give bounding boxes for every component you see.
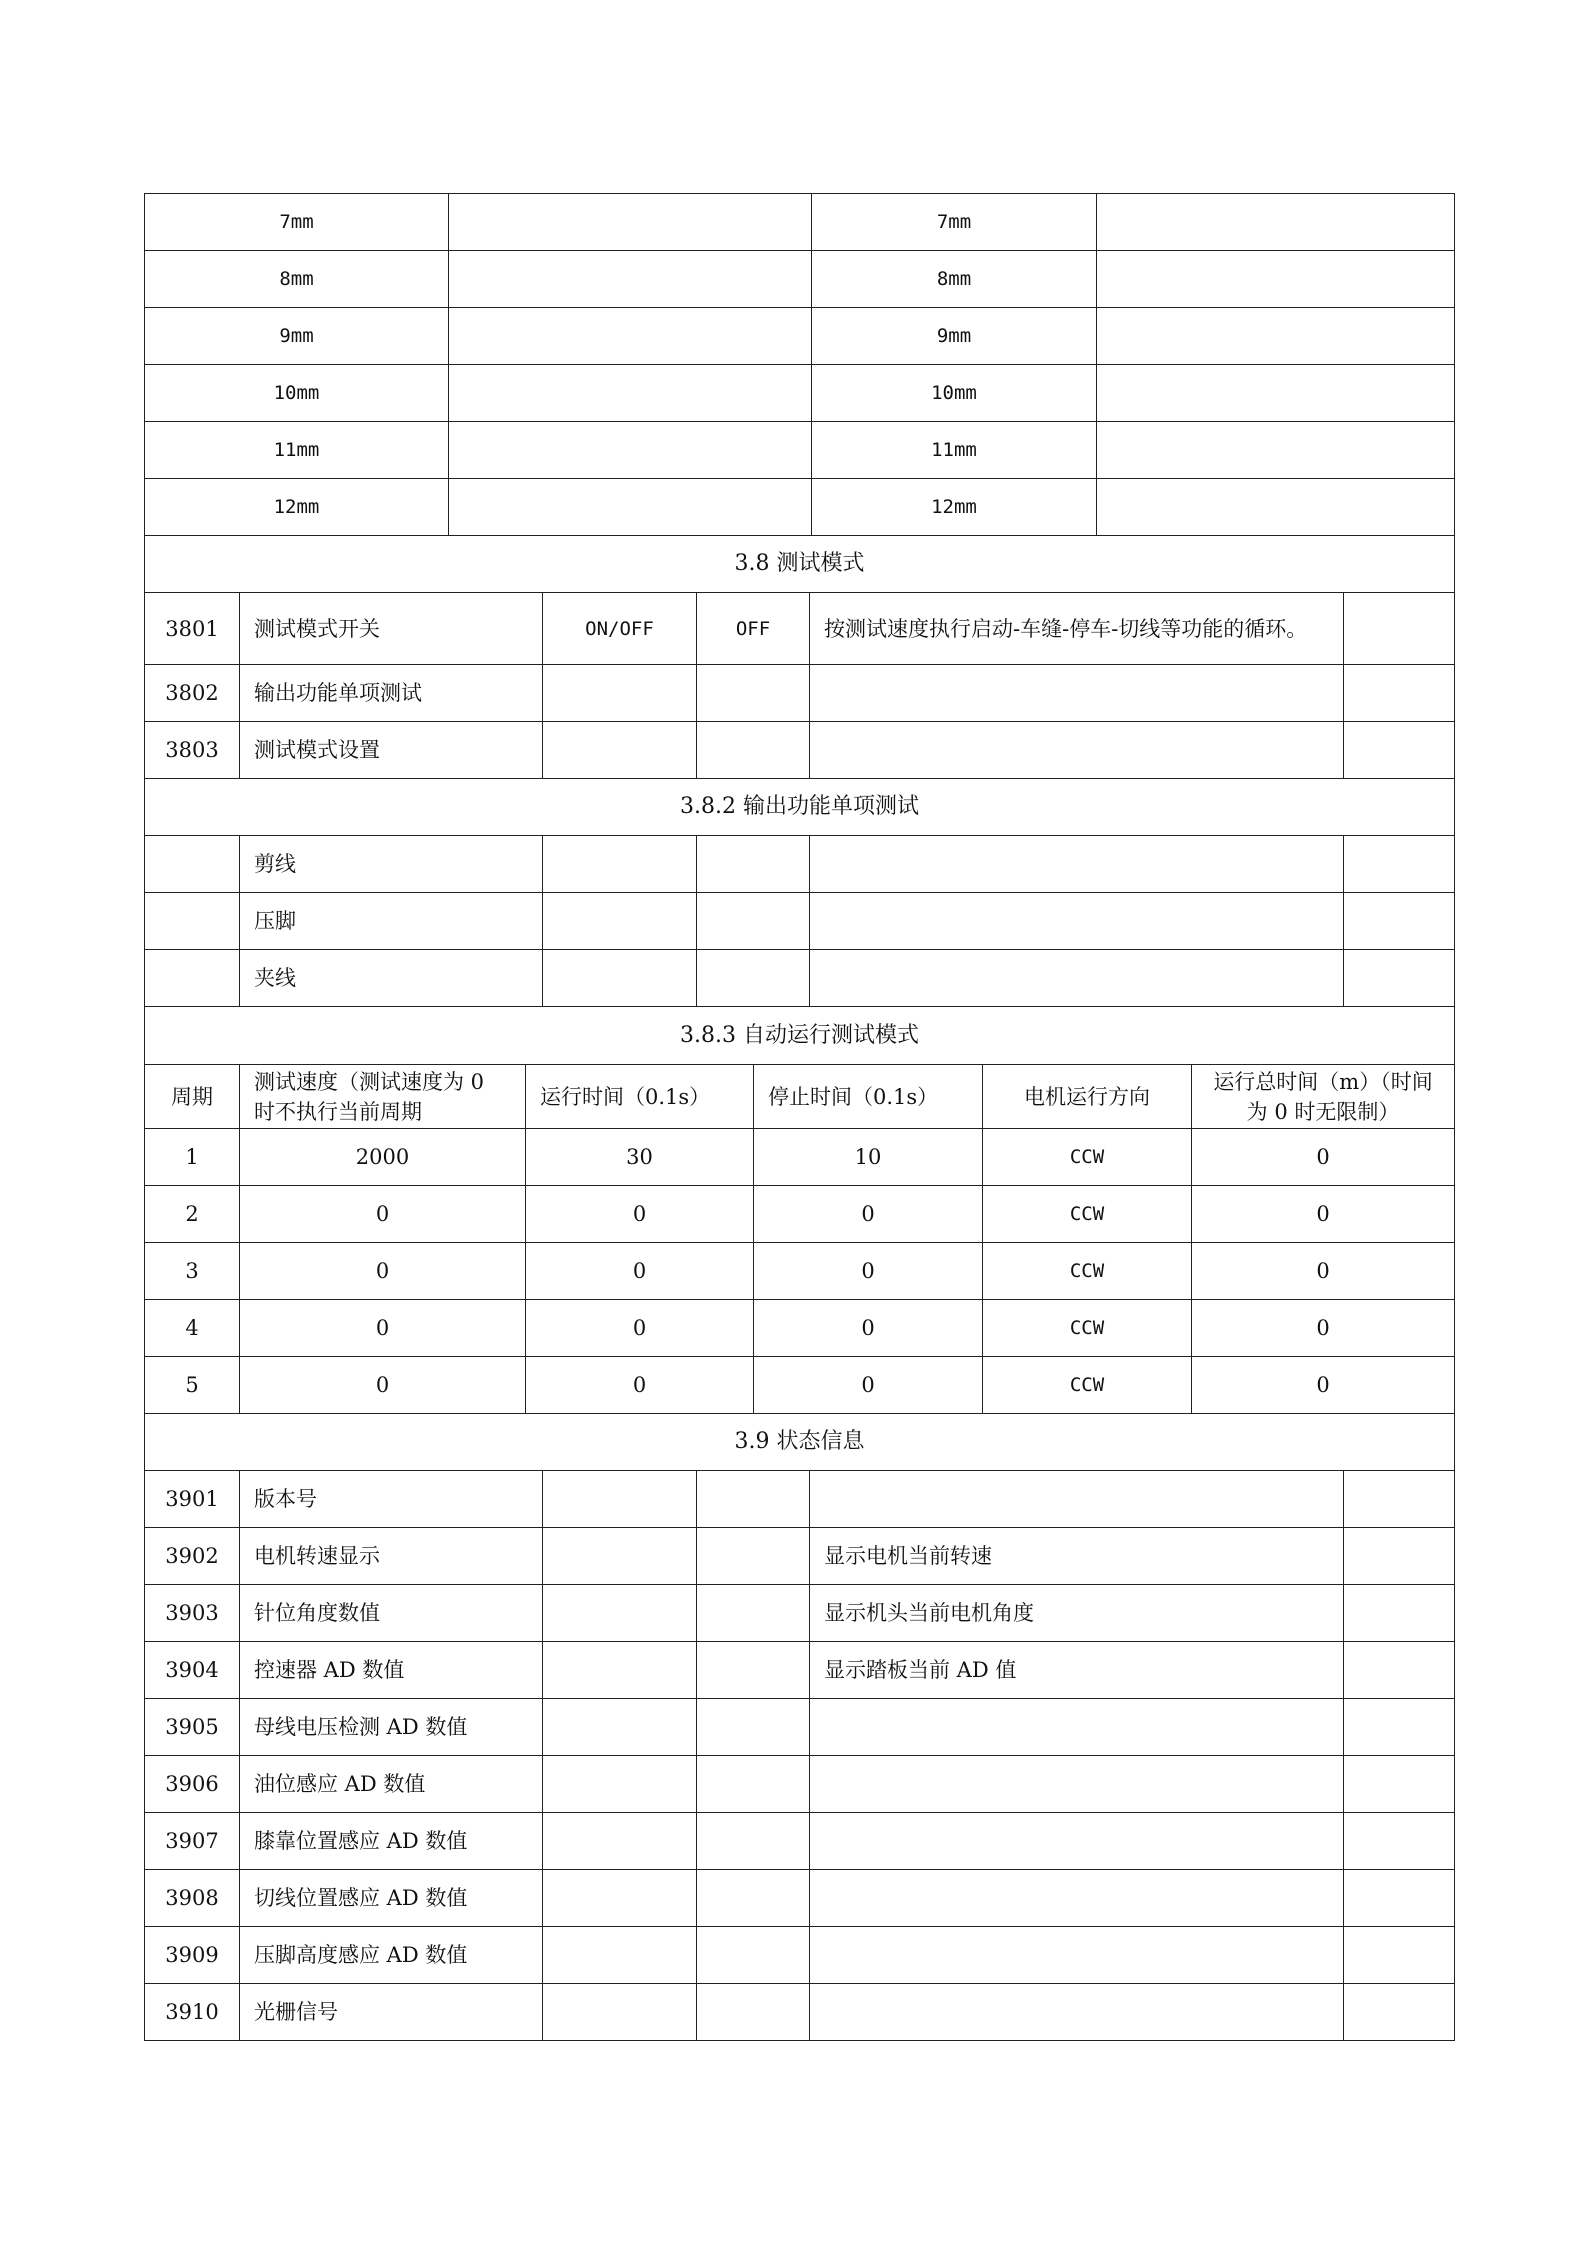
param-range — [543, 1813, 697, 1870]
param-name: 油位感应 AD 数值 — [240, 1756, 543, 1813]
param-note — [1344, 1642, 1455, 1699]
table-row — [145, 1927, 1455, 1984]
table-row — [145, 1129, 1455, 1186]
param-default — [697, 893, 810, 950]
param-name: 测试模式设置 — [240, 722, 543, 779]
table-row — [145, 1870, 1455, 1927]
motor-direction: CCW — [983, 1186, 1192, 1243]
param-code: 3902 — [145, 1528, 240, 1585]
test-speed: 0 — [240, 1300, 526, 1357]
size-right-value — [1097, 422, 1455, 479]
header-cycle: 周期 — [145, 1065, 240, 1129]
size-right-value — [1097, 365, 1455, 422]
param-name: 版本号 — [240, 1471, 543, 1528]
param-note — [1344, 1927, 1455, 1984]
table-row — [145, 836, 1455, 893]
size-table — [144, 193, 1455, 536]
table-row — [145, 722, 1455, 779]
table-row — [145, 1756, 1455, 1813]
size-right: 12mm — [812, 479, 1097, 536]
param-range — [543, 1585, 697, 1642]
param-default — [697, 1813, 810, 1870]
status-info-table — [144, 1413, 1455, 2041]
param-range: ON/OFF — [543, 593, 697, 665]
param-name: 光栅信号 — [240, 1984, 543, 2041]
motor-direction: CCW — [983, 1357, 1192, 1414]
param-description: 按测试速度执行启动-车缝-停车-切线等功能的循环。 — [810, 593, 1344, 665]
size-left-value — [449, 194, 812, 251]
size-left-value — [449, 365, 812, 422]
param-description: 显示电机当前转速 — [810, 1528, 1344, 1585]
param-description — [810, 836, 1344, 893]
stop-time: 0 — [754, 1300, 983, 1357]
param-name: 测试模式开关 — [240, 593, 543, 665]
table-row — [145, 1642, 1455, 1699]
size-left: 10mm — [145, 365, 449, 422]
table-row — [145, 194, 1455, 251]
param-code: 3909 — [145, 1927, 240, 1984]
param-description — [810, 1984, 1344, 2041]
param-default — [697, 1870, 810, 1927]
stop-time: 10 — [754, 1129, 983, 1186]
size-right: 8mm — [812, 251, 1097, 308]
param-default — [697, 1756, 810, 1813]
run-time: 0 — [526, 1186, 754, 1243]
motor-direction: CCW — [983, 1300, 1192, 1357]
param-default — [697, 722, 810, 779]
param-description — [810, 1756, 1344, 1813]
param-range — [543, 1642, 697, 1699]
run-time: 30 — [526, 1129, 754, 1186]
param-code — [145, 836, 240, 893]
param-description — [810, 1471, 1344, 1528]
table-row — [145, 365, 1455, 422]
table-row — [145, 1186, 1455, 1243]
param-code: 3901 — [145, 1471, 240, 1528]
param-description — [810, 1699, 1344, 1756]
param-default — [697, 1927, 810, 1984]
param-description — [810, 1870, 1344, 1927]
header-stop-time: 停止时间（0.1s） — [754, 1065, 983, 1129]
param-code: 3906 — [145, 1756, 240, 1813]
param-note — [1344, 1984, 1455, 2041]
param-name: 夹线 — [240, 950, 543, 1007]
param-description — [810, 722, 1344, 779]
param-code — [145, 950, 240, 1007]
param-code: 3801 — [145, 593, 240, 665]
param-range — [543, 1870, 697, 1927]
size-right-value — [1097, 194, 1455, 251]
param-name: 膝靠位置感应 AD 数值 — [240, 1813, 543, 1870]
section-header-3-8-3 — [145, 1007, 1455, 1065]
size-left-value — [449, 479, 812, 536]
param-default — [697, 1984, 810, 2041]
param-code: 3910 — [145, 1984, 240, 2041]
table-row — [145, 1528, 1455, 1585]
table-row — [145, 1813, 1455, 1870]
param-range — [543, 1984, 697, 2041]
param-description: 显示踏板当前 AD 值 — [810, 1642, 1344, 1699]
size-right-value — [1097, 251, 1455, 308]
table-row — [145, 1357, 1455, 1414]
param-note — [1344, 950, 1455, 1007]
param-default — [697, 1699, 810, 1756]
table-row — [145, 593, 1455, 665]
test-mode-table — [144, 535, 1455, 1007]
stop-time: 0 — [754, 1186, 983, 1243]
param-code — [145, 893, 240, 950]
param-range — [543, 1699, 697, 1756]
param-default — [697, 1642, 810, 1699]
param-note — [1344, 1471, 1455, 1528]
stop-time: 0 — [754, 1243, 983, 1300]
param-default — [697, 950, 810, 1007]
param-note — [1344, 836, 1455, 893]
table-row — [145, 479, 1455, 536]
cycle-number: 4 — [145, 1300, 240, 1357]
cycle-number: 1 — [145, 1129, 240, 1186]
size-right: 9mm — [812, 308, 1097, 365]
section-title: 3.8.2 输出功能单项测试 — [145, 779, 1455, 836]
run-time: 0 — [526, 1300, 754, 1357]
cycle-number: 3 — [145, 1243, 240, 1300]
param-code: 3904 — [145, 1642, 240, 1699]
section-header-3-8 — [145, 536, 1455, 593]
table-row — [145, 1585, 1455, 1642]
size-right: 10mm — [812, 365, 1097, 422]
table-row — [145, 251, 1455, 308]
size-left: 11mm — [145, 422, 449, 479]
section-title: 3.8 测试模式 — [145, 536, 1455, 593]
total-time: 0 — [1192, 1357, 1455, 1414]
param-range — [543, 836, 697, 893]
cycle-number: 2 — [145, 1186, 240, 1243]
header-run-time: 运行时间（0.1s） — [526, 1065, 754, 1129]
table-header-row — [145, 1065, 1455, 1129]
param-name: 针位角度数值 — [240, 1585, 543, 1642]
param-note — [1344, 1699, 1455, 1756]
param-description — [810, 950, 1344, 1007]
section-header-3-8-2 — [145, 779, 1455, 836]
table-row — [145, 1699, 1455, 1756]
size-left: 12mm — [145, 479, 449, 536]
test-speed: 0 — [240, 1243, 526, 1300]
size-left: 8mm — [145, 251, 449, 308]
param-description: 显示机头当前电机角度 — [810, 1585, 1344, 1642]
size-right: 7mm — [812, 194, 1097, 251]
param-range — [543, 665, 697, 722]
param-range — [543, 1927, 697, 1984]
param-code: 3905 — [145, 1699, 240, 1756]
section-header-3-9 — [145, 1414, 1455, 1471]
header-total-time: 运行总时间（m）（时间为 0 时无限制） — [1192, 1065, 1455, 1129]
param-range — [543, 1756, 697, 1813]
param-name: 输出功能单项测试 — [240, 665, 543, 722]
param-name: 电机转速显示 — [240, 1528, 543, 1585]
param-note — [1344, 893, 1455, 950]
total-time: 0 — [1192, 1243, 1455, 1300]
cycle-number: 5 — [145, 1357, 240, 1414]
total-time: 0 — [1192, 1300, 1455, 1357]
header-direction: 电机运行方向 — [983, 1065, 1192, 1129]
total-time: 0 — [1192, 1129, 1455, 1186]
param-description — [810, 1927, 1344, 1984]
stop-time: 0 — [754, 1357, 983, 1414]
param-name: 母线电压检测 AD 数值 — [240, 1699, 543, 1756]
param-code: 3908 — [145, 1870, 240, 1927]
param-code: 3907 — [145, 1813, 240, 1870]
section-title: 3.9 状态信息 — [145, 1414, 1455, 1471]
param-code: 3903 — [145, 1585, 240, 1642]
size-right: 11mm — [812, 422, 1097, 479]
table-row — [145, 950, 1455, 1007]
param-description — [810, 665, 1344, 722]
param-name: 压脚 — [240, 893, 543, 950]
test-speed: 2000 — [240, 1129, 526, 1186]
size-left: 9mm — [145, 308, 449, 365]
param-note — [1344, 593, 1455, 665]
param-note — [1344, 1756, 1455, 1813]
param-range — [543, 950, 697, 1007]
size-left-value — [449, 308, 812, 365]
param-range — [543, 1471, 697, 1528]
param-default — [697, 665, 810, 722]
size-left-value — [449, 251, 812, 308]
param-note — [1344, 1813, 1455, 1870]
size-right-value — [1097, 308, 1455, 365]
param-description — [810, 893, 1344, 950]
header-speed: 测试速度（测试速度为 0 时不执行当前周期 — [240, 1065, 526, 1129]
auto-run-table — [144, 1006, 1455, 1414]
param-note — [1344, 1585, 1455, 1642]
table-row — [145, 893, 1455, 950]
size-left: 7mm — [145, 194, 449, 251]
param-note — [1344, 1528, 1455, 1585]
table-row — [145, 1243, 1455, 1300]
param-name: 压脚高度感应 AD 数值 — [240, 1927, 543, 1984]
param-note — [1344, 1870, 1455, 1927]
motor-direction: CCW — [983, 1129, 1192, 1186]
param-default — [697, 1528, 810, 1585]
param-description — [810, 1813, 1344, 1870]
param-default — [697, 1471, 810, 1528]
motor-direction: CCW — [983, 1243, 1192, 1300]
param-default — [697, 1585, 810, 1642]
param-default — [697, 836, 810, 893]
run-time: 0 — [526, 1243, 754, 1300]
param-default: OFF — [697, 593, 810, 665]
total-time: 0 — [1192, 1186, 1455, 1243]
test-speed: 0 — [240, 1357, 526, 1414]
test-speed: 0 — [240, 1186, 526, 1243]
table-row — [145, 665, 1455, 722]
table-row — [145, 1471, 1455, 1528]
table-row — [145, 422, 1455, 479]
table-row — [145, 1300, 1455, 1357]
param-range — [543, 1528, 697, 1585]
param-code: 3803 — [145, 722, 240, 779]
section-title: 3.8.3 自动运行测试模式 — [145, 1007, 1455, 1065]
param-name: 剪线 — [240, 836, 543, 893]
param-note — [1344, 665, 1455, 722]
param-note — [1344, 722, 1455, 779]
param-name: 切线位置感应 AD 数值 — [240, 1870, 543, 1927]
param-name: 控速器 AD 数值 — [240, 1642, 543, 1699]
run-time: 0 — [526, 1357, 754, 1414]
param-range — [543, 893, 697, 950]
size-left-value — [449, 422, 812, 479]
table-row — [145, 308, 1455, 365]
size-right-value — [1097, 479, 1455, 536]
param-code: 3802 — [145, 665, 240, 722]
param-range — [543, 722, 697, 779]
table-row — [145, 1984, 1455, 2041]
